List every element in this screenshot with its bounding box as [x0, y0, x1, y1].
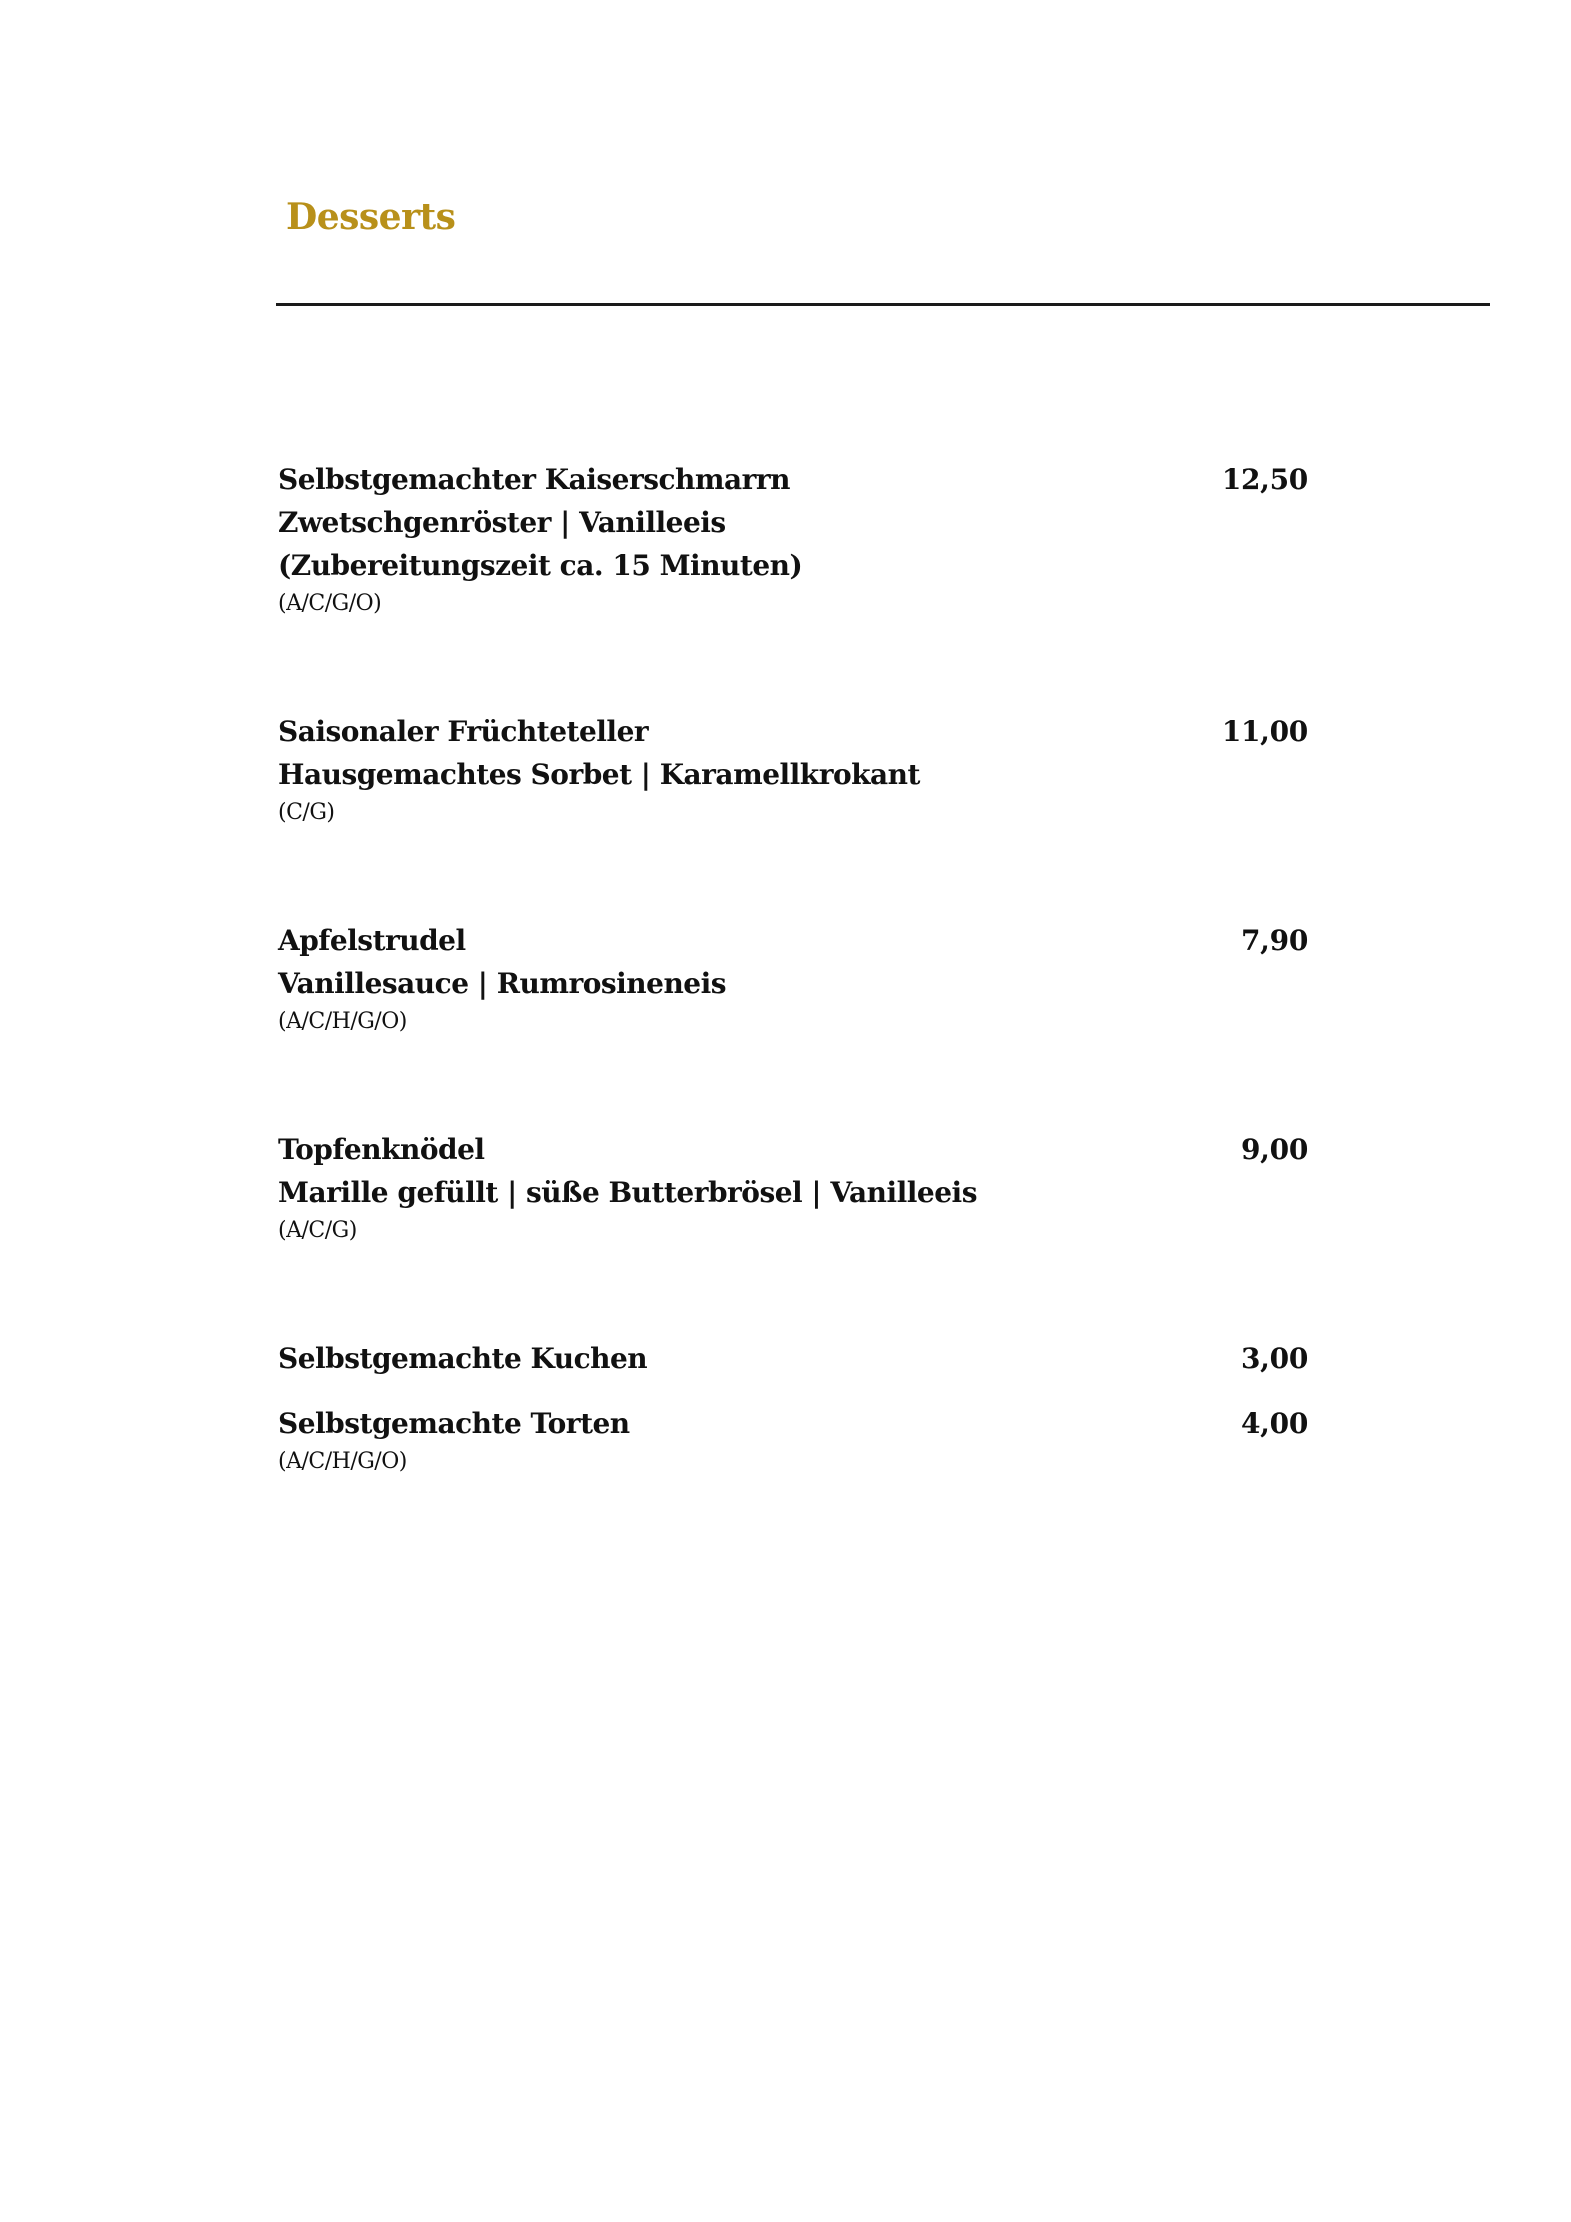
- allergen-codes: (A/C/H/G/O): [278, 1009, 407, 1034]
- menu-item-torten: [278, 1402, 1308, 1477]
- menu-item-kaiserschmarrn: [278, 458, 1308, 619]
- dish-price: 4,00: [1241, 1407, 1308, 1440]
- allergen-codes: (C/G): [278, 800, 335, 825]
- dish-name: Saisonaler Früchteteller: [278, 715, 649, 748]
- dish-description: Hausgemachtes Sorbet | Karamellkrokant: [278, 758, 920, 791]
- dish-note: (Zubereitungszeit ca. 15 Minuten): [278, 549, 803, 582]
- dish-price: 12,50: [1221, 463, 1308, 496]
- dish-price: 3,00: [1241, 1342, 1308, 1375]
- menu-item-kuchen: [278, 1337, 1308, 1380]
- dish-name: Selbstgemachter Kaiserschmarrn: [278, 463, 791, 496]
- dish-name: Selbstgemachte Kuchen: [278, 1342, 648, 1375]
- title-divider: [276, 303, 1490, 306]
- menu-item-apfelstrudel: [278, 919, 1308, 1037]
- dish-price: 7,90: [1241, 924, 1308, 957]
- dish-name: Apfelstrudel: [278, 924, 466, 957]
- page-title: Desserts: [286, 196, 456, 238]
- allergen-codes: (A/C/G/O): [278, 591, 382, 616]
- dish-description: Marille gefüllt | süße Butterbrösel | Vanilleeis: [278, 1176, 977, 1209]
- allergen-codes: (A/C/G): [278, 1218, 357, 1243]
- dish-name: Selbstgemachte Torten: [278, 1407, 630, 1440]
- dish-description: Vanillesauce | Rumrosineneis: [278, 967, 727, 1000]
- menu-item-topfenknoedel: [278, 1128, 1308, 1246]
- dish-price: 11,00: [1221, 715, 1308, 748]
- allergen-codes: (A/C/H/G/O): [278, 1449, 407, 1474]
- dish-description: Zwetschgenröster | Vanilleeis: [278, 506, 726, 539]
- menu-item-fruechteteller: [278, 710, 1308, 828]
- dish-price: 9,00: [1241, 1133, 1308, 1166]
- dish-name: Topfenknödel: [278, 1133, 485, 1166]
